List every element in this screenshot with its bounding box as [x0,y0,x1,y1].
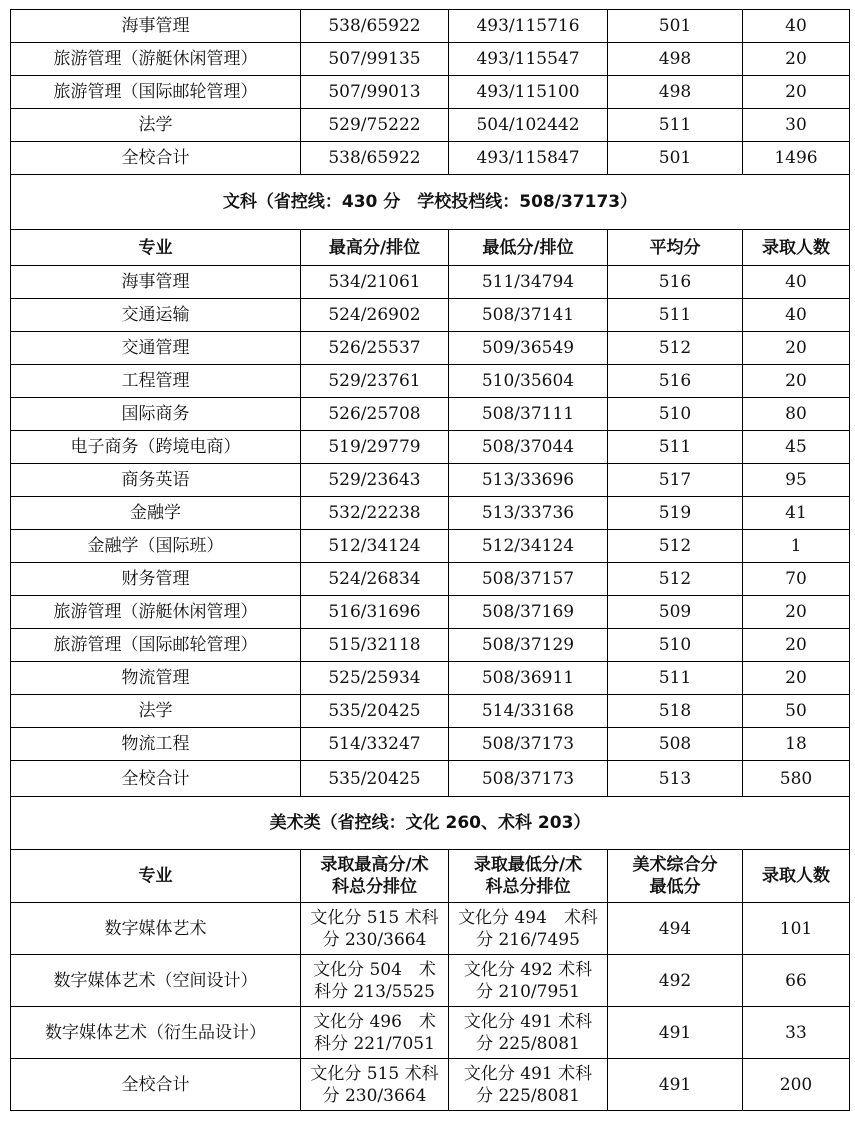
cell-line: 文化分 491 术科 [463,1063,593,1084]
max-score-cell: 526/25708 [301,398,449,431]
max-score-cell: 524/26834 [301,563,449,596]
header-line: 科总分排位 [485,877,571,897]
cell-line: 文化分 504 术 [313,959,436,980]
cell-line: 文化分 515 术科 [310,907,439,928]
major-cell: 法学 [11,109,301,142]
column-header: 专业 [11,850,301,903]
min-score-cell: 504/102442 [449,109,608,142]
min-score-cell: 508/37169 [449,596,608,629]
avg-score-cell: 491 [608,1059,743,1111]
avg-score-cell: 508 [608,728,743,761]
cell-line: 分 216/7495 [476,929,580,950]
max-score-cell: 516/31696 [301,596,449,629]
avg-score-cell: 509 [608,596,743,629]
avg-score-cell: 494 [608,903,743,955]
count-cell: 41 [743,497,850,530]
min-score-cell: 508/37129 [449,629,608,662]
max-score-cell [301,955,449,1007]
count-cell: 1496 [743,142,850,175]
count-cell: 20 [743,662,850,695]
count-cell: 33 [743,1007,850,1059]
min-score-cell: 509/36549 [449,332,608,365]
column-header: 录取人数 [743,850,850,903]
count-cell: 200 [743,1059,850,1111]
table-row [11,728,850,761]
table-row [11,1007,850,1059]
max-score-cell: 532/22238 [301,497,449,530]
count-cell: 80 [743,398,850,431]
table-row [11,1059,850,1111]
max-score-cell: 529/75222 [301,109,449,142]
min-score-cell [449,903,608,955]
max-score-cell: 512/34124 [301,530,449,563]
avg-score-cell: 501 [608,10,743,43]
max-score-cell: 538/65922 [301,142,449,175]
table-row [11,662,850,695]
max-score-cell: 525/25934 [301,662,449,695]
count-cell: 20 [743,365,850,398]
max-score-cell [301,1059,449,1111]
header-row [11,850,850,903]
major-cell: 工程管理 [11,365,301,398]
major-cell: 旅游管理（国际邮轮管理） [11,76,301,109]
major-cell: 旅游管理（游艇休闲管理） [11,596,301,629]
count-cell: 70 [743,563,850,596]
cell-line: 文化分 492 术科 [463,959,593,980]
column-header: 最低分/排位 [449,230,608,266]
table-row [11,266,850,299]
avg-score-cell: 517 [608,464,743,497]
section-title: 文科（省控线：430 分 学校投档线：508/37173） [11,175,850,230]
avg-score-cell: 516 [608,365,743,398]
count-cell: 95 [743,464,850,497]
max-score-cell [301,903,449,955]
max-score-cell: 535/20425 [301,761,449,797]
count-cell: 18 [743,728,850,761]
avg-score-cell: 511 [608,109,743,142]
min-score-cell: 510/35604 [449,365,608,398]
major-cell: 财务管理 [11,563,301,596]
min-score-cell: 514/33168 [449,695,608,728]
major-cell: 国际商务 [11,398,301,431]
table-row [11,398,850,431]
max-score-cell: 526/25537 [301,332,449,365]
major-cell: 法学 [11,695,301,728]
admission-score-table [10,9,850,1111]
min-score-cell: 493/115716 [449,10,608,43]
header-line: 最低分 [649,877,701,897]
table-row [11,497,850,530]
min-score-cell: 511/34794 [449,266,608,299]
min-score-cell: 513/33736 [449,497,608,530]
count-cell: 50 [743,695,850,728]
count-cell: 40 [743,10,850,43]
min-score-cell: 513/33696 [449,464,608,497]
table-row [11,629,850,662]
count-cell: 20 [743,76,850,109]
major-cell: 旅游管理（国际邮轮管理） [11,629,301,662]
section-row-wenke [11,175,850,230]
cell-line: 分 225/8081 [476,1085,580,1106]
count-cell: 20 [743,43,850,76]
header-row [11,230,850,266]
major-cell: 交通运输 [11,299,301,332]
major-cell: 物流管理 [11,662,301,695]
cell-line: 科分 221/7051 [314,1033,435,1054]
column-header [449,850,608,903]
cell-line: 文化分 496 术 [313,1011,436,1032]
table-row [11,142,850,175]
cell-line: 科分 213/5525 [314,981,435,1002]
avg-score-cell: 519 [608,497,743,530]
avg-score-cell: 512 [608,332,743,365]
avg-score-cell: 513 [608,761,743,797]
major-cell: 金融学 [11,497,301,530]
column-header: 专业 [11,230,301,266]
avg-score-cell: 498 [608,43,743,76]
count-cell: 40 [743,266,850,299]
max-score-cell: 519/29779 [301,431,449,464]
table-row [11,299,850,332]
min-score-cell: 508/37173 [449,728,608,761]
count-cell: 30 [743,109,850,142]
table-row [11,76,850,109]
max-score-cell: 529/23643 [301,464,449,497]
min-score-cell: 508/37173 [449,761,608,797]
min-score-cell: 512/34124 [449,530,608,563]
major-cell: 电子商务（跨境电商） [11,431,301,464]
cell-line: 分 230/3664 [322,1085,427,1106]
table-row [11,365,850,398]
table-row [11,955,850,1007]
table-row [11,464,850,497]
max-score-cell: 507/99013 [301,76,449,109]
avg-score-cell: 512 [608,530,743,563]
table-row [11,596,850,629]
avg-score-cell: 511 [608,299,743,332]
table-row [11,332,850,365]
count-cell: 40 [743,299,850,332]
major-cell: 数字媒体艺术（衍生品设计） [11,1007,301,1059]
avg-score-cell: 516 [608,266,743,299]
min-score-cell: 493/115100 [449,76,608,109]
count-cell: 20 [743,629,850,662]
min-score-cell [449,1007,608,1059]
max-score-cell: 534/21061 [301,266,449,299]
count-cell: 20 [743,596,850,629]
major-cell: 金融学（国际班） [11,530,301,563]
cell-line: 分 225/8081 [476,1033,580,1054]
cell-line: 文化分 515 术科 [310,1063,439,1084]
header-line: 美术综合分 [632,855,718,875]
avg-score-cell: 518 [608,695,743,728]
column-header: 平均分 [608,230,743,266]
major-cell: 全校合计 [11,1059,301,1111]
min-score-cell: 508/37044 [449,431,608,464]
count-cell: 101 [743,903,850,955]
major-cell: 商务英语 [11,464,301,497]
min-score-cell [449,955,608,1007]
major-cell: 数字媒体艺术 [11,903,301,955]
section-title: 美术类（省控线：文化 260、术科 203） [11,797,850,850]
max-score-cell: 515/32118 [301,629,449,662]
table-row [11,903,850,955]
avg-score-cell: 511 [608,662,743,695]
count-cell: 580 [743,761,850,797]
table-row [11,530,850,563]
avg-score-cell: 512 [608,563,743,596]
min-score-cell: 493/115547 [449,43,608,76]
table-row [11,109,850,142]
column-header [608,850,743,903]
cell-line: 文化分 494 术科 [458,907,598,928]
max-score-cell: 538/65922 [301,10,449,43]
major-cell: 全校合计 [11,761,301,797]
max-score-cell: 514/33247 [301,728,449,761]
min-score-cell: 508/36911 [449,662,608,695]
avg-score-cell: 492 [608,955,743,1007]
major-cell: 物流工程 [11,728,301,761]
header-line: 录取最高分/术 [320,855,429,875]
major-cell: 全校合计 [11,142,301,175]
major-cell: 数字媒体艺术（空间设计） [11,955,301,1007]
major-cell: 交通管理 [11,332,301,365]
table-row [11,431,850,464]
count-cell: 20 [743,332,850,365]
max-score-cell: 535/20425 [301,695,449,728]
major-cell: 旅游管理（游艇休闲管理） [11,43,301,76]
min-score-cell: 493/115847 [449,142,608,175]
avg-score-cell: 510 [608,629,743,662]
min-score-cell: 508/37111 [449,398,608,431]
cell-line: 分 230/3664 [322,929,427,950]
column-header: 最高分/排位 [301,230,449,266]
min-score-cell: 508/37141 [449,299,608,332]
count-cell: 1 [743,530,850,563]
max-score-cell: 529/23761 [301,365,449,398]
cell-line: 分 210/7951 [476,981,580,1002]
avg-score-cell: 491 [608,1007,743,1059]
column-header [301,850,449,903]
table-row [11,563,850,596]
count-cell: 66 [743,955,850,1007]
max-score-cell [301,1007,449,1059]
header-line: 录取最低分/术 [473,855,583,875]
avg-score-cell: 501 [608,142,743,175]
major-cell: 海事管理 [11,266,301,299]
count-cell: 45 [743,431,850,464]
cell-line: 文化分 491 术科 [463,1011,593,1032]
max-score-cell: 524/26902 [301,299,449,332]
min-score-cell: 508/37157 [449,563,608,596]
column-header: 录取人数 [743,230,850,266]
max-score-cell: 507/99135 [301,43,449,76]
table-row [11,43,850,76]
avg-score-cell: 511 [608,431,743,464]
avg-score-cell: 510 [608,398,743,431]
table-row [11,761,850,797]
min-score-cell [449,1059,608,1111]
table-row [11,695,850,728]
header-line: 科总分排位 [332,877,417,897]
section-row-art [11,797,850,850]
avg-score-cell: 498 [608,76,743,109]
table-row [11,10,850,43]
major-cell: 海事管理 [11,10,301,43]
